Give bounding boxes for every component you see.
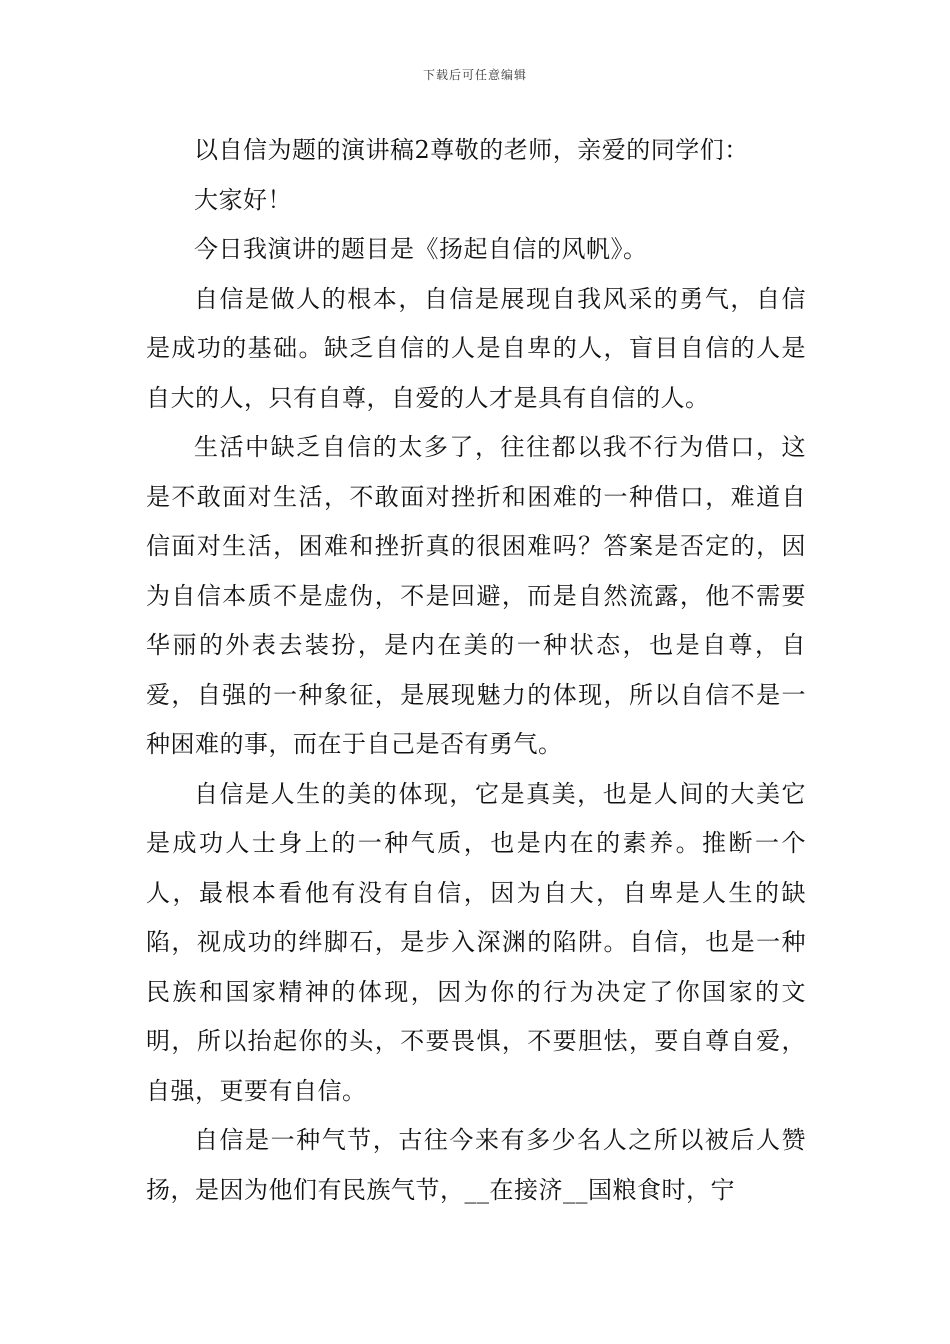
paragraph-body-4: 自信是一种气节，古往今来有多少名人之所以被后人赞扬，是因为他们有民族气节，__在接济__国粮食时，宁 xyxy=(146,1126,806,1204)
page-header: 下载后可任意编辑 xyxy=(422,68,527,82)
paragraph-salutation: 大家好！ xyxy=(194,185,292,214)
document-body xyxy=(146,126,806,1215)
paragraph-body-2: 生活中缺乏自信的太多了，往往都以我不行为借口，这是不敢面对生活，不敢面对挫折和困难的一种借口，难道自信面对生活，困难和挫折真的很困难吗？答案是否定的，因为自信本质不是虚伪，不是回避，而是自然流露，他不需要华丽的外表去装扮，是内在美的一种状态，也是自尊，自爱，自强的一种象征，是展现魅力的体现，所以自信不是一种困难的事，而在于自己是否有勇气。 xyxy=(146,433,806,758)
paragraph-body-1: 自信是做人的根本，自信是展现自我风采的勇气，自信是成功的基础。缺乏自信的人是自卑的人，盲目自信的人是自大的人，只有自尊，自爱的人才是具有自信的人。 xyxy=(146,284,806,412)
paragraph-title-greeting: 以自信为题的演讲稿2尊敬的老师，亲爱的同学们： xyxy=(194,136,749,164)
paragraph-body-3: 自信是人生的美的体现，它是真美，也是人间的大美它是成功人士身上的一种气质，也是内在的素养。推断一个人，最根本看他有没有自信，因为自大，自卑是人生的缺陷，视成功的绊脚石，是步入深渊的陷阱。自信，也是一种民族和国家精神的体现，因为你的行为决定了你国家的文明，所以抬起你的头，不要畏惧，不要胆怯，要自尊自爱，自强，更要有自信。 xyxy=(146,779,806,1105)
paragraph-topic: 今日我演讲的题目是《扬起自信的风帆》。 xyxy=(194,235,648,263)
